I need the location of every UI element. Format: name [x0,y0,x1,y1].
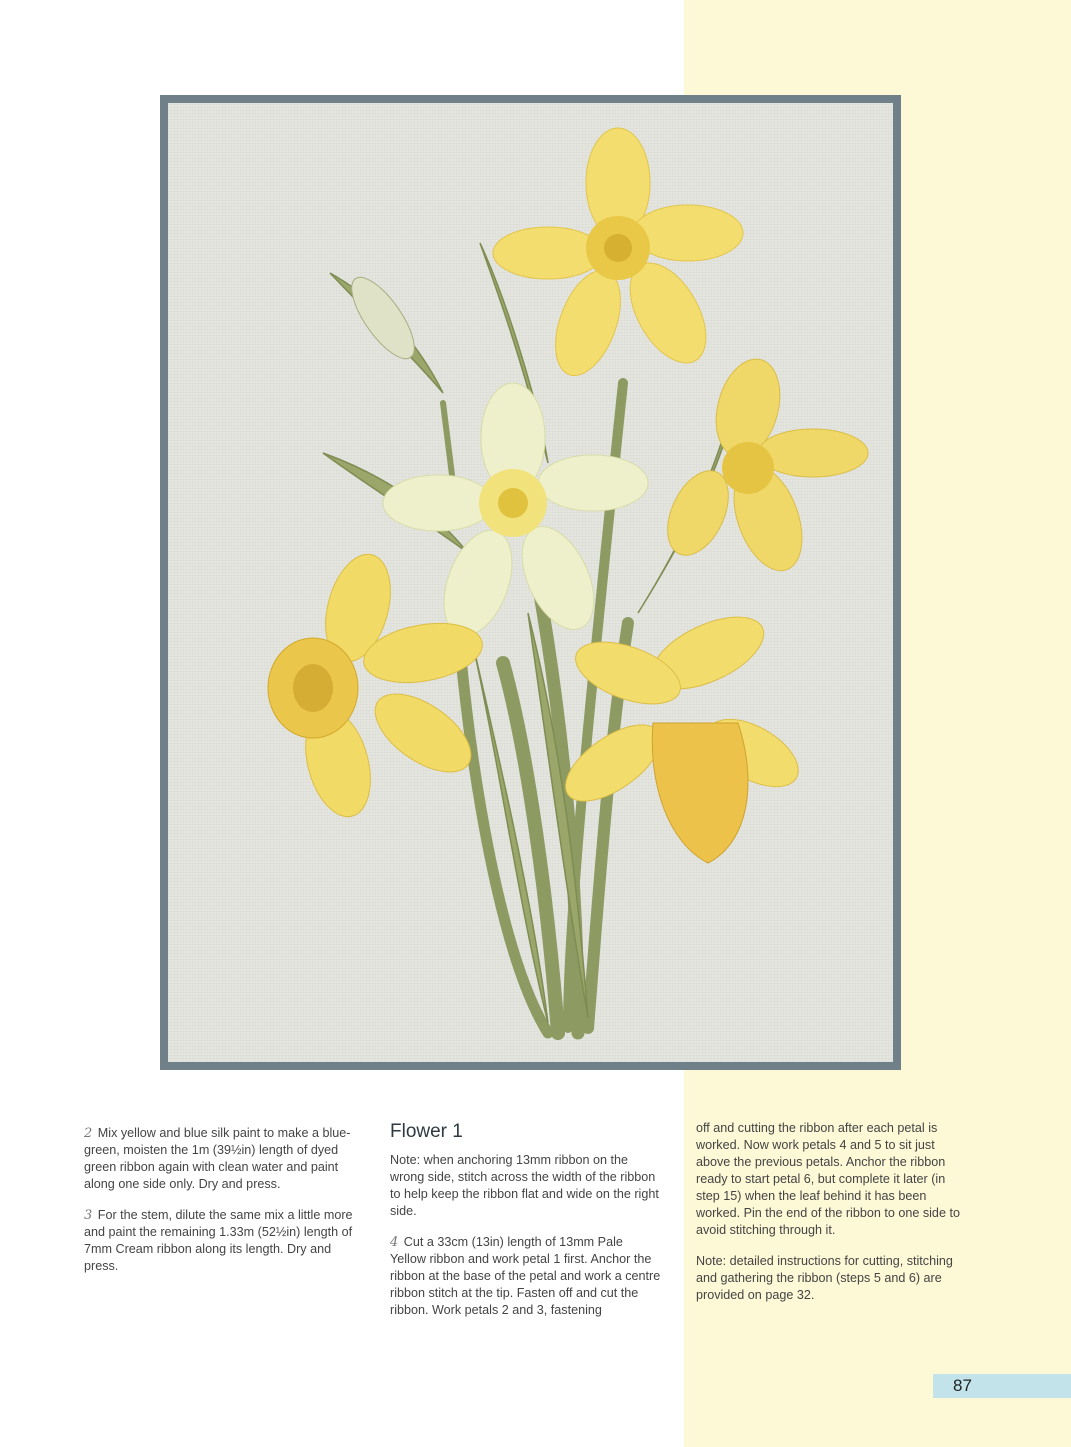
step-4-continuation: off and cutting the ribbon after each petal is worked. Now work petals 4 and 5 to sit just above the previous petals. Anchor the ribbon ready to start petal 6, but complete it later (in step 15) when the leaf behind it has been worked. Pin the end of the ribbon to one side to avoid stitching through it. [696,1121,960,1237]
column-right [696,1120,968,1318]
note: Note: when anchoring 13mm ribbon on the wrong side, stitch across the width of the ribbon to help keep the ribbon flat and wide on the right side. [390,1153,659,1218]
step-number: 2 [84,1126,93,1141]
page-number-tab [933,1374,1071,1398]
column-middle [390,1120,662,1333]
page-number: 87 [953,1376,972,1395]
step-3 [84,1207,364,1275]
step-2 [84,1125,364,1193]
step-text: Cut a 33cm (13in) length of 13mm Pale Yellow ribbon and work petal 1 first. Anchor the ribbon at the base of the petal and work a centre ribbon stitch at the tip. Fasten off and cut the ribbon. Work petals 2 and 3, fastening [390,1235,661,1317]
step-text: Mix yellow and blue silk paint to make a blue-green, moisten the 1m (39½in) length of dyed green ribbon again with clean water and paint along one side only. Dry and press. [84,1126,351,1191]
step-4 [390,1234,662,1319]
note: Note: detailed instructions for cutting, stitching and gathering the ribbon (steps 5 and 6) are provided on page 32. [696,1254,953,1302]
photo-frame [160,95,901,1070]
step-number: 4 [390,1235,399,1250]
step-number: 3 [84,1208,93,1223]
step-text: For the stem, dilute the same mix a little more and paint the remaining 1.33m (52½in) length of 7mm Cream ribbon along its length. Dry and press. [84,1208,353,1273]
column-left [84,1125,364,1289]
section-heading: Flower 1 [390,1121,463,1142]
daffodil-embroidery-photo [168,103,893,1062]
daffodil-illustration [168,103,893,1062]
